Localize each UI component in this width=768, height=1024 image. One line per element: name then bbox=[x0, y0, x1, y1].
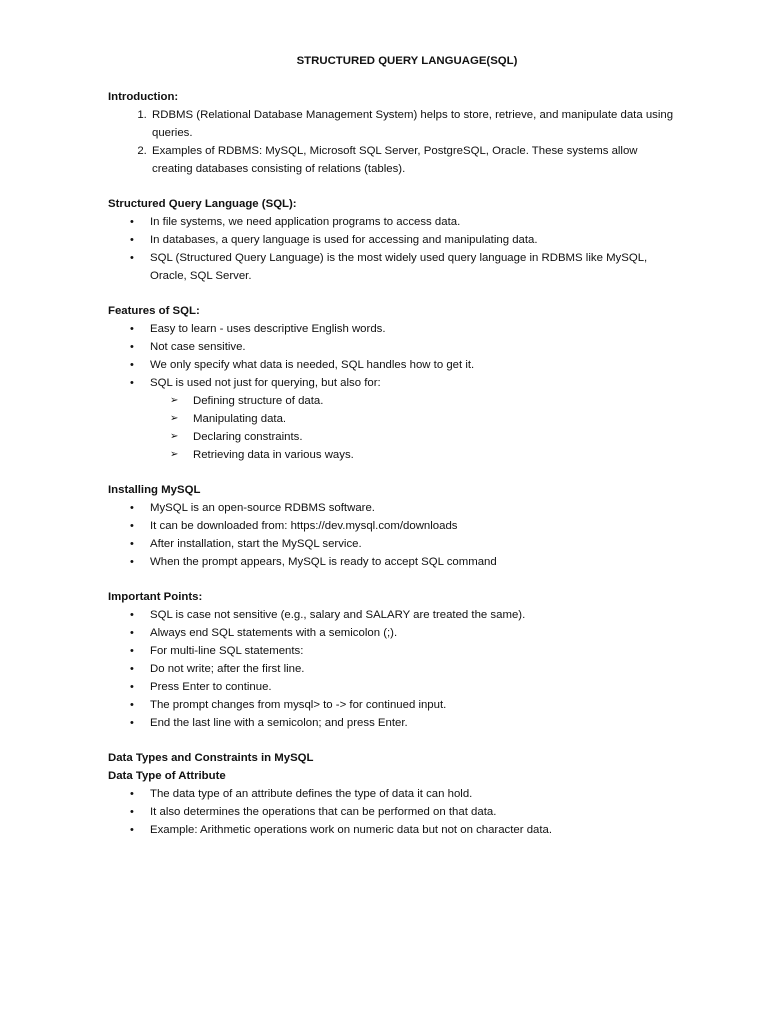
list-item bbox=[108, 535, 678, 553]
list-item bbox=[108, 231, 678, 249]
list-item bbox=[108, 374, 678, 392]
bullet-icon: • bbox=[130, 556, 134, 568]
list-item: 1. RDBMS (Relational Database Management System) helps to store, retrieve, and manipulate data using queries. bbox=[150, 106, 678, 142]
bullet-icon: • bbox=[130, 717, 134, 729]
bullet-icon: • bbox=[130, 252, 134, 264]
list-item-text: Press Enter to continue. bbox=[150, 681, 272, 693]
section-heading: Important Points: bbox=[108, 591, 203, 603]
bullet-icon: • bbox=[130, 663, 134, 675]
list-item bbox=[108, 714, 678, 732]
bullet-icon: • bbox=[130, 645, 134, 657]
bullet-icon: • bbox=[130, 502, 134, 514]
list-item-text: Example: Arithmetic operations work on numeric data but not on character data. bbox=[150, 824, 553, 836]
section-sql bbox=[108, 195, 678, 285]
bullet-icon: • bbox=[130, 377, 134, 389]
bullet-icon: • bbox=[130, 359, 134, 371]
list-item-text: The prompt changes from mysql> to -> for continued input. bbox=[150, 699, 447, 711]
section-installing bbox=[108, 481, 678, 571]
list-item-text: SQL is used not just for querying, but also for: bbox=[150, 377, 381, 389]
list-item-text: MySQL is an open-source RDBMS software. bbox=[150, 502, 375, 514]
sub-list-item bbox=[108, 392, 678, 410]
section-data-types bbox=[108, 749, 678, 839]
arrow-list bbox=[108, 392, 678, 464]
list-item-text: It can be downloaded from: https://dev.mysql.com/downloads bbox=[150, 520, 458, 532]
list-item bbox=[108, 338, 678, 356]
bullet-icon: • bbox=[130, 216, 134, 228]
sub-list-item-text: Manipulating data. bbox=[193, 413, 287, 425]
bullet-list bbox=[108, 213, 678, 285]
arrow-icon: ➢ bbox=[170, 395, 179, 406]
list-item bbox=[108, 606, 678, 624]
list-item-text: Easy to learn - uses descriptive English words. bbox=[150, 323, 386, 335]
section-heading: Features of SQL: bbox=[108, 305, 200, 317]
list-item-text: Always end SQL statements with a semicolon (;). bbox=[150, 627, 398, 639]
bullet-icon: • bbox=[130, 323, 134, 335]
list-item bbox=[108, 678, 678, 696]
list-item-text: SQL (Structured Query Language) is the most widely used query language in RDBMS like MySQL, Oracle, SQL Server. bbox=[150, 252, 648, 282]
section-features bbox=[108, 302, 678, 464]
list-item-text: End the last line with a semicolon; and press Enter. bbox=[150, 717, 408, 729]
list-item-text: We only specify what data is needed, SQL handles how to get it. bbox=[150, 359, 475, 371]
document-title: STRUCTURED QUERY LANGUAGE(SQL) bbox=[296, 55, 518, 67]
bullet-list bbox=[108, 320, 678, 392]
list-item-text: In databases, a query language is used for accessing and manipulating data. bbox=[150, 234, 538, 246]
sub-list-item bbox=[108, 428, 678, 446]
bullet-icon: • bbox=[130, 538, 134, 550]
list-item-text: The data type of an attribute defines the type of data it can hold. bbox=[150, 788, 473, 800]
list-item bbox=[108, 213, 678, 231]
list-item-text: After installation, start the MySQL service. bbox=[150, 538, 362, 550]
sub-list-item-text: Declaring constraints. bbox=[193, 431, 303, 443]
list-item-text: In file systems, we need application programs to access data. bbox=[150, 216, 461, 228]
list-item bbox=[108, 660, 678, 678]
sub-list-item-text: Defining structure of data. bbox=[193, 395, 324, 407]
list-item bbox=[108, 624, 678, 642]
sub-list-item bbox=[108, 446, 678, 464]
list-item-text: For multi-line SQL statements: bbox=[150, 645, 304, 657]
section-subheading: Data Type of Attribute bbox=[108, 770, 226, 782]
list-item bbox=[108, 696, 678, 714]
list-item: 2. Examples of RDBMS: MySQL, Microsoft SQL Server, PostgreSQL, Oracle. These systems allow creating databases consisting of relations (tables). bbox=[150, 142, 678, 178]
bullet-list bbox=[108, 499, 678, 571]
list-item-text: Do not write; after the first line. bbox=[150, 663, 305, 675]
list-item bbox=[108, 499, 678, 517]
bullet-icon: • bbox=[130, 627, 134, 639]
bullet-list bbox=[108, 785, 678, 839]
section-important-points bbox=[108, 588, 678, 732]
list-item-text: Not case sensitive. bbox=[150, 341, 246, 353]
sub-list-item-text: Retrieving data in various ways. bbox=[193, 449, 354, 461]
bullet-icon: • bbox=[130, 699, 134, 711]
numbered-list bbox=[108, 106, 678, 178]
list-item-text: It also determines the operations that can be performed on that data. bbox=[150, 806, 497, 818]
section-heading: Introduction: bbox=[108, 91, 179, 103]
list-item bbox=[108, 821, 678, 839]
bullet-icon: • bbox=[130, 806, 134, 818]
list-item-text: When the prompt appears, MySQL is ready to accept SQL command bbox=[150, 556, 497, 568]
section-introduction bbox=[108, 88, 678, 178]
section-heading: Installing MySQL bbox=[108, 484, 201, 496]
section-heading: Data Types and Constraints in MySQL bbox=[108, 752, 314, 764]
bullet-icon: • bbox=[130, 681, 134, 693]
arrow-icon: ➢ bbox=[170, 413, 179, 424]
bullet-icon: • bbox=[130, 234, 134, 246]
list-item bbox=[108, 320, 678, 338]
list-item bbox=[108, 553, 678, 571]
arrow-icon: ➢ bbox=[170, 431, 179, 442]
list-item bbox=[108, 517, 678, 535]
bullet-icon: • bbox=[130, 341, 134, 353]
list-item bbox=[108, 642, 678, 660]
list-item-text: SQL is case not sensitive (e.g., salary and SALARY are treated the same). bbox=[150, 609, 526, 621]
bullet-list bbox=[108, 606, 678, 732]
sub-list-item bbox=[108, 410, 678, 428]
bullet-icon: • bbox=[130, 609, 134, 621]
list-item bbox=[108, 249, 678, 285]
bullet-icon: • bbox=[130, 824, 134, 836]
section-heading: Structured Query Language (SQL): bbox=[108, 198, 297, 210]
list-item bbox=[108, 785, 678, 803]
bullet-icon: • bbox=[130, 788, 134, 800]
list-item bbox=[108, 803, 678, 821]
list-item bbox=[108, 356, 678, 374]
arrow-icon: ➢ bbox=[170, 449, 179, 460]
bullet-icon: • bbox=[130, 520, 134, 532]
